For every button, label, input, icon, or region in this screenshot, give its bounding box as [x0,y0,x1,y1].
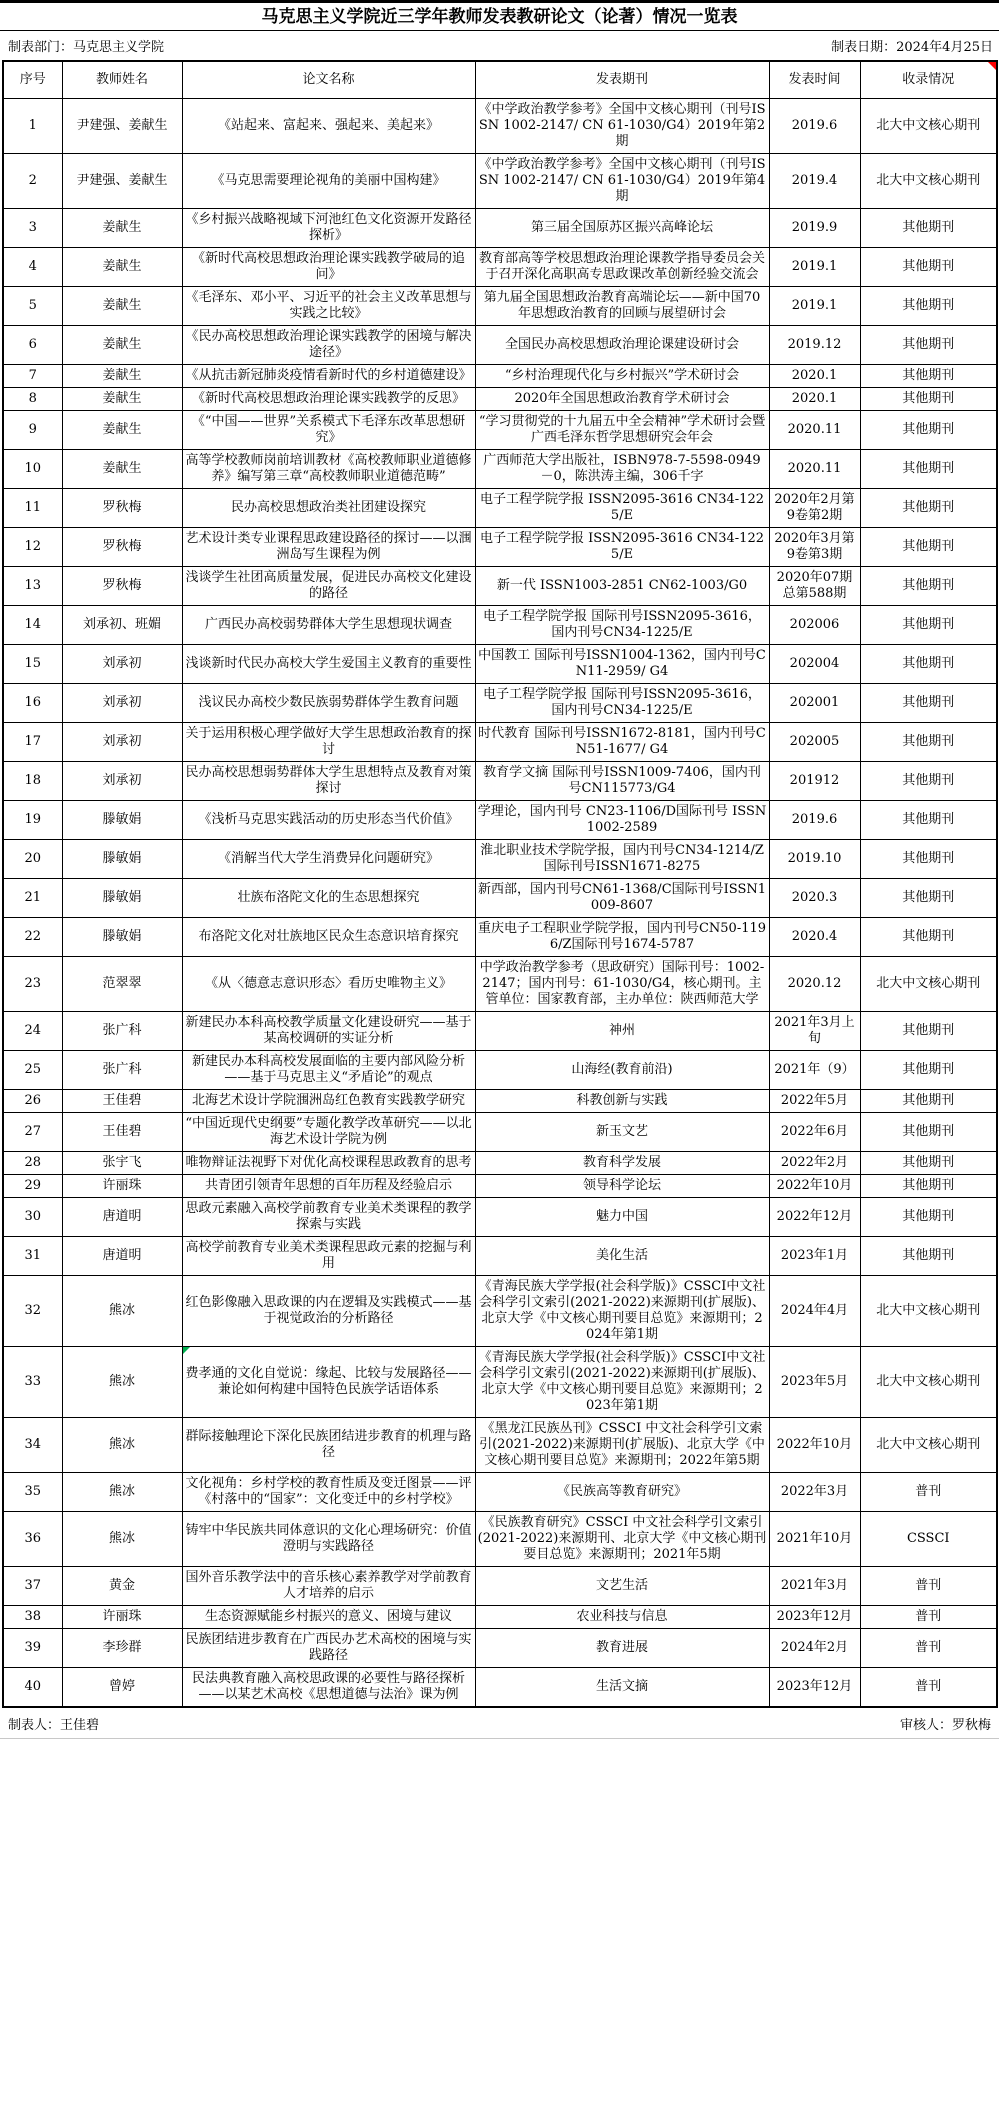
cell-no: 18 [3,762,62,801]
cell-index-status: 其他期刊 [860,365,997,388]
table-row [3,1629,997,1668]
cell-index-status: 其他期刊 [860,1051,997,1090]
cell-date: 2021年3月 [769,1567,860,1606]
cell-journal: 第三届全国原苏区振兴高峰论坛 [475,209,769,248]
cell-index-status: 其他期刊 [860,209,997,248]
cell-date: 2022年3月 [769,1473,860,1512]
table-row [3,365,997,388]
cell-journal: 教育进展 [475,1629,769,1668]
cell-teacher: 姜献生 [62,388,182,411]
cell-index-status: 北大中文核心期刊 [860,1276,997,1347]
comment-marker-icon [988,62,996,70]
cell-date: 2019.4 [769,154,860,209]
cell-date: 2019.1 [769,287,860,326]
cell-paper-title: 新建民办本科高校发展面临的主要内部风险分析——基于马克思主义“矛盾论”的观点 [182,1051,475,1090]
cell-teacher: 姜献生 [62,209,182,248]
cell-index-status: 其他期刊 [860,1237,997,1276]
table-row [3,1051,997,1090]
cell-teacher: 熊冰 [62,1473,182,1512]
cell-journal: 神州 [475,1012,769,1051]
cell-date: 2022年2月 [769,1152,860,1175]
cell-date: 2020.4 [769,918,860,957]
cell-no: 7 [3,365,62,388]
cell-journal: 广西师范大学出版社，ISBN978-7-5598-0949－0，陈洪涛主编，306千字 [475,450,769,489]
cell-teacher: 刘承初 [62,645,182,684]
cell-teacher: 熊冰 [62,1347,182,1418]
cell-index-status: 其他期刊 [860,606,997,645]
cell-index-status: 其他期刊 [860,528,997,567]
cell-date: 2019.12 [769,326,860,365]
cell-no: 23 [3,957,62,1012]
cell-paper-title: 生态资源赋能乡村振兴的意义、困境与建议 [182,1606,475,1629]
cell-teacher: 滕敏娟 [62,918,182,957]
table-row [3,957,997,1012]
cell-index-status: 其他期刊 [860,840,997,879]
cell-no: 37 [3,1567,62,1606]
cell-paper-title: 《毛泽东、邓小平、习近平的社会主义改革思想与实践之比较》 [182,287,475,326]
header-journal: 发表期刊 [475,61,769,99]
cell-date: 2019.6 [769,801,860,840]
cell-paper-title: 新建民办本科高校教学质量文化建设研究——基于某高校调研的实证分析 [182,1012,475,1051]
cell-journal: 《黑龙江民族丛刊》CSSCI 中文社会科学引文索引(2021-2022)来源期刊(扩展版)、北京大学《中文核心期刊要目总览》来源期刊；2022年第5期 [475,1418,769,1473]
cell-index-status: 其他期刊 [860,248,997,287]
cell-no: 20 [3,840,62,879]
cell-paper-title: 浅议民办高校少数民族弱势群体学生教育问题 [182,684,475,723]
cell-date: 2022年10月 [769,1418,860,1473]
cell-date: 202001 [769,684,860,723]
cell-journal: 电子工程学院学报 ISSN2095-3616 CN34-1225/E [475,489,769,528]
cell-journal: 教育科学发展 [475,1152,769,1175]
cell-date: 2024年4月 [769,1276,860,1347]
cell-date: 2020.11 [769,450,860,489]
table-row [3,528,997,567]
cell-teacher: 张广科 [62,1012,182,1051]
table-row [3,1567,997,1606]
table-row [3,326,997,365]
cell-date: 2020.1 [769,365,860,388]
cell-index-status: 北大中文核心期刊 [860,154,997,209]
cell-paper-title: 《浅析马克思实践活动的历史形态当代价值》 [182,801,475,840]
cell-no: 22 [3,918,62,957]
cell-paper-title: 民族团结进步教育在广西民办艺术高校的困境与实践路径 [182,1629,475,1668]
table-row [3,918,997,957]
cell-index-status: 其他期刊 [860,918,997,957]
table-row [3,1175,997,1198]
table-row [3,489,997,528]
cell-index-status: 普刊 [860,1629,997,1668]
header-row [3,61,997,99]
cell-journal: 农业科技与信息 [475,1606,769,1629]
cell-paper-title: 关于运用积极心理学做好大学生思想政治教育的探讨 [182,723,475,762]
cell-no: 24 [3,1012,62,1051]
footer-row [0,1708,999,1739]
cell-date: 2023年1月 [769,1237,860,1276]
cell-paper-title: 民法典教育融入高校思政课的必要性与路径探析——以某艺术高校《思想道德与法治》课为例 [182,1668,475,1708]
meta-department: 制表部门：马克思主义学院 [8,40,165,55]
table-row [3,209,997,248]
cell-paper-title: 高等学校教师岗前培训教材《高校教师职业道德修养》编写第三章“高校教师职业道德范畴” [182,450,475,489]
cell-date: 2020.1 [769,388,860,411]
table-row [3,567,997,606]
table-row [3,99,997,154]
cell-date: 2019.6 [769,99,860,154]
cell-no: 9 [3,411,62,450]
cell-no: 32 [3,1276,62,1347]
cell-teacher: 罗秋梅 [62,567,182,606]
cell-paper-title: 壮族布洛陀文化的生态思想探究 [182,879,475,918]
cell-no: 3 [3,209,62,248]
table-row [3,1473,997,1512]
cell-no: 5 [3,287,62,326]
cell-paper-title: 《新时代高校思想政治理论课实践教学破局的追问》 [182,248,475,287]
cell-index-status: 其他期刊 [860,1012,997,1051]
table-row [3,1090,997,1113]
cell-teacher: 范翠翠 [62,957,182,1012]
cell-date: 2022年5月 [769,1090,860,1113]
cell-no: 14 [3,606,62,645]
header-paper-title: 论文名称 [182,61,475,99]
cell-index-status: 其他期刊 [860,723,997,762]
cell-journal: “乡村治理现代化与乡村振兴”学术研讨会 [475,365,769,388]
cell-journal: 《青海民族大学学报(社会科学版)》CSSCI中文社会科学引文索引(2021-2022)来源期刊(扩展版)、北京大学《中文核心期刊要目总览》来源期刊；2023年第1期 [475,1347,769,1418]
cell-date: 2024年2月 [769,1629,860,1668]
cell-date: 2022年10月 [769,1175,860,1198]
cell-paper-title: 北海艺术设计学院涠洲岛红色教育实践教学研究 [182,1090,475,1113]
cell-journal: 电子工程学院学报 国际刊号ISSN2095-3616，国内刊号CN34-1225/E [475,684,769,723]
cell-journal: 教育部高等学校思想政治理论课教学指导委员会关于召开深化高职高专思政课改革创新经验交流会 [475,248,769,287]
cell-journal: 《民族教育研究》CSSCI 中文社会科学引文索引(2021-2022)来源期刊、北京大学《中文核心期刊要目总览》来源期刊；2021年5期 [475,1512,769,1567]
cell-no: 1 [3,99,62,154]
cell-index-status: CSSCI [860,1512,997,1567]
cell-index-status: 其他期刊 [860,567,997,606]
cell-journal: 学理论，国内刊号 CN23-1106/D国际刊号 ISSN 1002-2589 [475,801,769,840]
table-row [3,248,997,287]
cell-teacher: 姜献生 [62,287,182,326]
cell-journal: 中国教工 国际刊号ISSN1004-1362，国内刊号CN11-2959/ G4 [475,645,769,684]
cell-paper-title: 唯物辩证法视野下对优化高校课程思政教育的思考 [182,1152,475,1175]
cell-teacher: 姜献生 [62,248,182,287]
cell-teacher: 黄金 [62,1567,182,1606]
cell-paper-title: 《站起来、富起来、强起来、美起来》 [182,99,475,154]
table-row [3,154,997,209]
cell-no: 15 [3,645,62,684]
cell-date: 2023年5月 [769,1347,860,1418]
cell-index-status: 北大中文核心期刊 [860,99,997,154]
table-row [3,879,997,918]
footer-maker: 制表人：王佳碧 [8,1717,100,1733]
cell-paper-title: 《民办高校思想政治理论课实践教学的困境与解决途径》 [182,326,475,365]
cell-no: 6 [3,326,62,365]
cell-teacher: 熊冰 [62,1418,182,1473]
cell-teacher: 唐道明 [62,1198,182,1237]
cell-no: 11 [3,489,62,528]
cell-paper-title: 高校学前教育专业美术类课程思政元素的挖掘与利用 [182,1237,475,1276]
cell-no: 13 [3,567,62,606]
table-row [3,1113,997,1152]
note-marker-icon [183,1347,190,1354]
cell-teacher: 刘承初 [62,723,182,762]
cell-paper-title: 《新时代高校思想政治理论课实践教学的反思》 [182,388,475,411]
cell-no: 17 [3,723,62,762]
cell-paper-title: 《从抗击新冠肺炎疫情看新时代的乡村道德建设》 [182,365,475,388]
table-row [3,1198,997,1237]
cell-teacher: 姜献生 [62,365,182,388]
cell-date: 202005 [769,723,860,762]
cell-teacher: 尹建强、姜献生 [62,99,182,154]
cell-date: 2020年2月第9卷第2期 [769,489,860,528]
cell-paper-title: 《马克思需要理论视角的美丽中国构建》 [182,154,475,209]
cell-date: 2020年3月第9卷第3期 [769,528,860,567]
cell-index-status: 其他期刊 [860,762,997,801]
cell-teacher: 许丽珠 [62,1606,182,1629]
cell-no: 31 [3,1237,62,1276]
footer-reviewer: 审核人：罗秋梅 [899,1717,991,1733]
cell-journal: 教育学文摘 国际刊号ISSN1009-7406，国内刊号CN115773/G4 [475,762,769,801]
table-row [3,762,997,801]
cell-date: 2019.1 [769,248,860,287]
cell-no: 34 [3,1418,62,1473]
cell-paper-title: 广西民办高校弱势群体大学生思想现状调查 [182,606,475,645]
cell-date: 2021年10月 [769,1512,860,1567]
cell-index-status: 其他期刊 [860,684,997,723]
cell-date: 2022年6月 [769,1113,860,1152]
cell-paper-title: 民办高校思想政治类社团建设探究 [182,489,475,528]
cell-date: 2021年（9） [769,1051,860,1090]
cell-date: 201912 [769,762,860,801]
cell-no: 29 [3,1175,62,1198]
cell-index-status: 普刊 [860,1606,997,1629]
cell-no: 19 [3,801,62,840]
cell-no: 36 [3,1512,62,1567]
cell-paper-title: 《从〈德意志意识形态〉看历史唯物主义》 [182,957,475,1012]
cell-journal: 《民族高等教育研究》 [475,1473,769,1512]
cell-teacher: 滕敏娟 [62,801,182,840]
cell-teacher: 姜献生 [62,326,182,365]
cell-teacher: 姜献生 [62,411,182,450]
cell-teacher: 张宇飞 [62,1152,182,1175]
cell-paper-title: 费孝通的文化自觉说：缘起、比较与发展路径——兼论如何构建中国特色民族学话语体系 [182,1347,475,1418]
cell-date: 2020.12 [769,957,860,1012]
table-row [3,840,997,879]
cell-paper-title: 《“中国——世界”关系模式下毛泽东改革思想研究》 [182,411,475,450]
header-no: 序号 [3,61,62,99]
cell-paper-title: 群际接触理论下深化民族团结进步教育的机理与路径 [182,1418,475,1473]
cell-journal: 领导科学论坛 [475,1175,769,1198]
table-row [3,1418,997,1473]
cell-date: 2020.11 [769,411,860,450]
cell-journal: 新西部，国内刊号CN61-1368/C国际刊号ISSN1009-8607 [475,879,769,918]
table-row [3,1512,997,1567]
table-row [3,1012,997,1051]
cell-teacher: 许丽珠 [62,1175,182,1198]
cell-journal: 《中学政治教学参考》全国中文核心期刊（刊号ISSN 1002-2147/ CN 61-1030/G4）2019年第2期 [475,99,769,154]
table-row [3,801,997,840]
cell-teacher: 尹建强、姜献生 [62,154,182,209]
cell-paper-title: 民办高校思想弱势群体大学生思想特点及教育对策探讨 [182,762,475,801]
cell-teacher: 滕敏娟 [62,879,182,918]
cell-date: 2023年12月 [769,1606,860,1629]
cell-journal: 淮北职业技术学院学报，国内刊号CN34-1214/Z国际刊号ISSN1671-8275 [475,840,769,879]
cell-no: 40 [3,1668,62,1708]
table-row [3,645,997,684]
cell-index-status: 其他期刊 [860,879,997,918]
cell-teacher: 刘承初 [62,762,182,801]
cell-date: 2019.9 [769,209,860,248]
cell-paper-title: 《消解当代大学生消费异化问题研究》 [182,840,475,879]
cell-paper-title: 文化视角：乡村学校的教育性质及变迁图景——评《村落中的“国家”：文化变迁中的乡村学校》 [182,1473,475,1512]
cell-paper-title: 红色影像融入思政课的内在逻辑及实践模式——基于视觉政治的分析路径 [182,1276,475,1347]
cell-journal: 科教创新与实践 [475,1090,769,1113]
table-row [3,287,997,326]
cell-teacher: 曾婷 [62,1668,182,1708]
cell-no: 27 [3,1113,62,1152]
cell-journal: 中学政治教学参考（思政研究）国际刊号：1002-2147；国内刊号：61-1030/G4，核心期刊。主管单位：国家教育部，主办单位：陕西师范大学 [475,957,769,1012]
cell-date: 2020.3 [769,879,860,918]
cell-teacher: 刘承初 [62,684,182,723]
cell-journal: 第九届全国思想政治教育高端论坛——新中国70年思想政治教育的回顾与展望研讨会 [475,287,769,326]
cell-no: 35 [3,1473,62,1512]
table-row [3,1347,997,1418]
page-title: 马克思主义学院近三学年教师发表教研论文（论著）情况一览表 [0,3,999,31]
cell-date: 2020年07期总第588期 [769,567,860,606]
header-date: 发表时间 [769,61,860,99]
cell-paper-title: 共青团引领青年思想的百年历程及经验启示 [182,1175,475,1198]
cell-teacher: 姜献生 [62,450,182,489]
cell-paper-title: 思政元素融入高校学前教育专业美术类课程的教学探索与实践 [182,1198,475,1237]
cell-index-status: 其他期刊 [860,1175,997,1198]
cell-index-status: 其他期刊 [860,287,997,326]
cell-journal: “学习贯彻党的十九届五中全会精神”学术研讨会暨广西毛泽东哲学思想研究会年会 [475,411,769,450]
cell-teacher: 刘承初、班媚 [62,606,182,645]
cell-teacher: 唐道明 [62,1237,182,1276]
cell-teacher: 王佳碧 [62,1090,182,1113]
cell-index-status: 北大中文核心期刊 [860,1418,997,1473]
cell-no: 12 [3,528,62,567]
cell-index-status: 其他期刊 [860,326,997,365]
cell-no: 21 [3,879,62,918]
cell-index-status: 其他期刊 [860,388,997,411]
cell-teacher: 罗秋梅 [62,528,182,567]
cell-index-status: 其他期刊 [860,1113,997,1152]
cell-journal: 电子工程学院学报 ISSN2095-3616 CN34-1225/E [475,528,769,567]
cell-no: 38 [3,1606,62,1629]
cell-teacher: 熊冰 [62,1276,182,1347]
cell-teacher: 李珍群 [62,1629,182,1668]
cell-index-status: 北大中文核心期刊 [860,957,997,1012]
papers-table [2,60,998,1708]
header-teacher: 教师姓名 [62,61,182,99]
cell-journal: 新一代 ISSN1003-2851 CN62-1003/G0 [475,567,769,606]
cell-journal: 魅力中国 [475,1198,769,1237]
cell-paper-title: 布洛陀文化对壮族地区民众生态意识培育探究 [182,918,475,957]
cell-date: 202004 [769,645,860,684]
cell-no: 10 [3,450,62,489]
cell-journal: 2020年全国思想政治教育学术研讨会 [475,388,769,411]
cell-index-status: 普刊 [860,1567,997,1606]
table-row [3,1606,997,1629]
cell-index-status: 其他期刊 [860,489,997,528]
cell-index-status: 其他期刊 [860,801,997,840]
table-row [3,606,997,645]
cell-journal: 生活文摘 [475,1668,769,1708]
table-row [3,388,997,411]
cell-index-status: 其他期刊 [860,1152,997,1175]
cell-paper-title: 铸牢中华民族共同体意识的文化心理场研究：价值澄明与实践路径 [182,1512,475,1567]
cell-no: 33 [3,1347,62,1418]
cell-no: 2 [3,154,62,209]
cell-date: 2019.10 [769,840,860,879]
cell-journal: 文艺生活 [475,1567,769,1606]
cell-index-status: 其他期刊 [860,645,997,684]
cell-no: 16 [3,684,62,723]
cell-no: 39 [3,1629,62,1668]
cell-paper-title: 《乡村振兴战略视域下河池红色文化资源开发路径探析》 [182,209,475,248]
cell-index-status: 其他期刊 [860,1198,997,1237]
cell-teacher: 滕敏娟 [62,840,182,879]
cell-paper-title: 浅谈学生社团高质量发展，促进民办高校文化建设的路径 [182,567,475,606]
cell-paper-title: “中国近现代史纲要”专题化教学改革研究——以北海艺术设计学院为例 [182,1113,475,1152]
cell-paper-title: 国外音乐教学法中的音乐核心素养教学对学前教育人才培养的启示 [182,1567,475,1606]
cell-no: 25 [3,1051,62,1090]
cell-paper-title: 艺术设计类专业课程思政建设路径的探讨——以涠洲岛写生课程为例 [182,528,475,567]
table-row [3,1276,997,1347]
cell-journal: 全国民办高校思想政治理论课建设研讨会 [475,326,769,365]
cell-no: 8 [3,388,62,411]
cell-no: 4 [3,248,62,287]
cell-date: 2022年12月 [769,1198,860,1237]
cell-date: 2023年12月 [769,1668,860,1708]
cell-no: 26 [3,1090,62,1113]
table-row [3,1152,997,1175]
cell-teacher: 罗秋梅 [62,489,182,528]
cell-journal: 电子工程学院学报 国际刊号ISSN2095-3616，国内刊号CN34-1225/E [475,606,769,645]
cell-journal: 《青海民族大学学报(社会科学版)》CSSCI中文社会科学引文索引(2021-2022)来源期刊(扩展版)、北京大学《中文核心期刊要目总览》来源期刊；2024年第1期 [475,1276,769,1347]
cell-paper-title: 浅谈新时代民办高校大学生爱国主义教育的重要性 [182,645,475,684]
cell-index-status: 其他期刊 [860,1090,997,1113]
table-body [3,99,997,1708]
cell-teacher: 王佳碧 [62,1113,182,1152]
cell-journal: 《中学政治教学参考》全国中文核心期刊（刊号ISSN 1002-2147/ CN 61-1030/G4）2019年第4期 [475,154,769,209]
cell-journal: 山海经(教育前沿) [475,1051,769,1090]
table-row [3,450,997,489]
meta-date: 制表日期：2024年4月25日 [831,40,993,55]
cell-index-status: 其他期刊 [860,450,997,489]
cell-index-status: 北大中文核心期刊 [860,1347,997,1418]
table-row [3,1237,997,1276]
cell-teacher: 熊冰 [62,1512,182,1567]
cell-index-status: 其他期刊 [860,411,997,450]
cell-no: 28 [3,1152,62,1175]
cell-no: 30 [3,1198,62,1237]
meta-row [0,31,999,60]
cell-index-status: 普刊 [860,1668,997,1708]
cell-index-status: 普刊 [860,1473,997,1512]
cell-teacher: 张广科 [62,1051,182,1090]
table-row [3,1668,997,1708]
cell-journal: 时代教育 国际刊号ISSN1672-8181，国内刊号CN51-1677/ G4 [475,723,769,762]
cell-date: 2021年3月上旬 [769,1012,860,1051]
header-index-status: 收录情况 [860,61,997,99]
cell-journal: 美化生活 [475,1237,769,1276]
table-row [3,684,997,723]
cell-journal: 新玉文艺 [475,1113,769,1152]
cell-date: 202006 [769,606,860,645]
table-row [3,411,997,450]
cell-journal: 重庆电子工程职业学院学报，国内刊号CN50-1196/Z国际刊号1674-5787 [475,918,769,957]
table-header [3,61,997,99]
table-row [3,723,997,762]
